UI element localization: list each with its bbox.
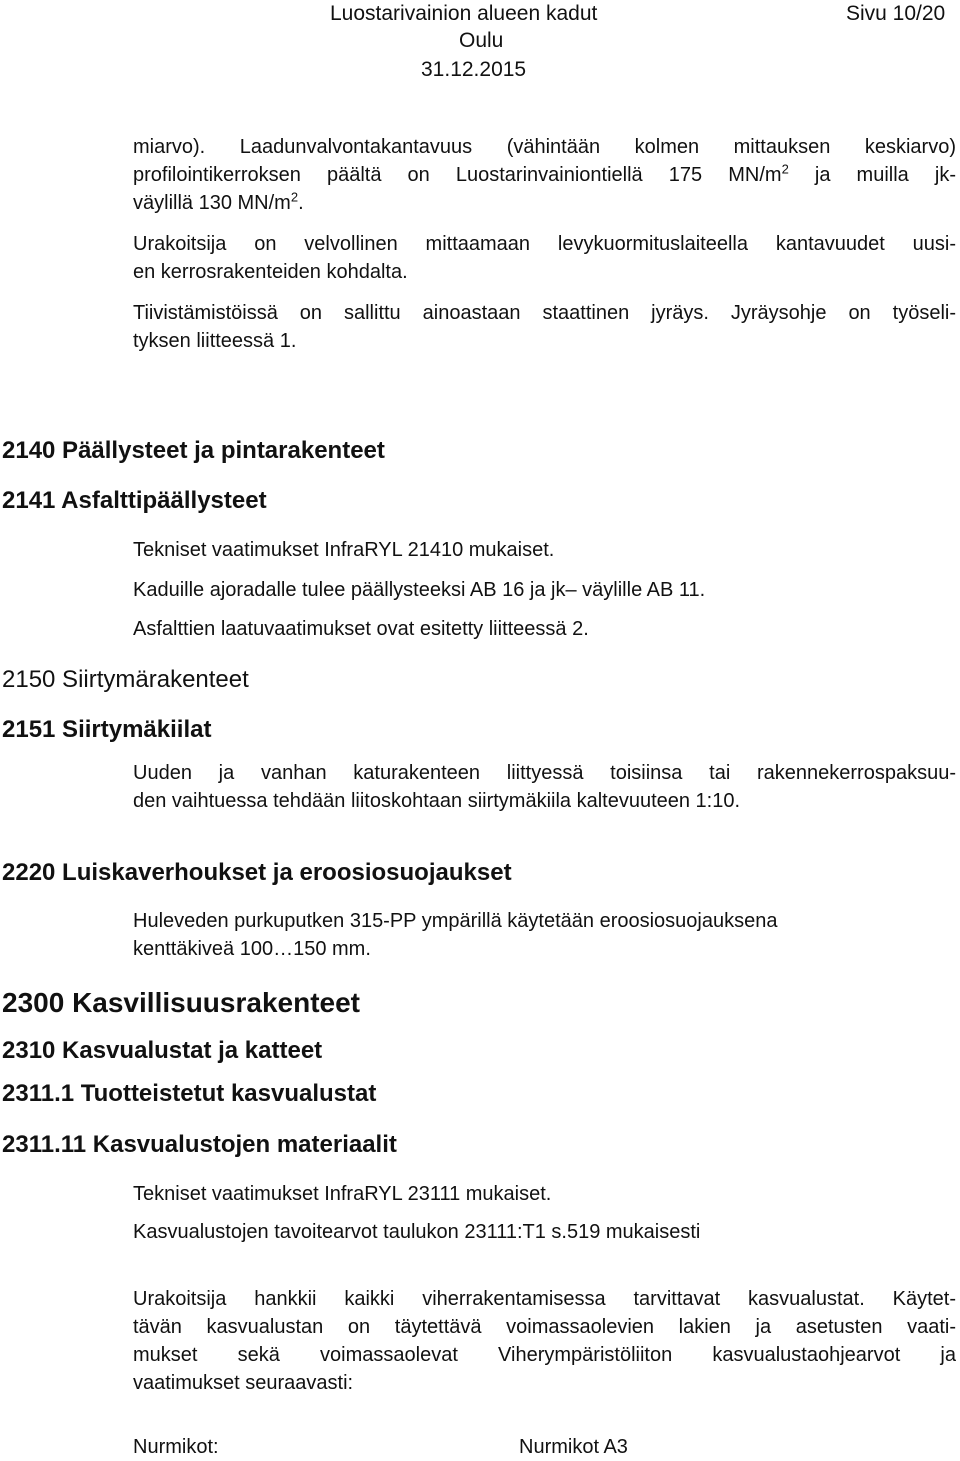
intro-line: profilointikerroksen päältä on Luostarinvainiontiellä 175 $MN/m^2$ ja muilla jk- (133, 161, 956, 186)
paragraph-line: Urakoitsija hankkii kaikki viherrakentamisessa tarvittavat kasvualustat. Käytet- (133, 1288, 956, 1310)
paragraph-line: mukset sekä voimassaolevat Viherympäristöliiton kasvualustaohjearvot ja (133, 1344, 956, 1366)
header-city: Oulu (459, 29, 504, 52)
paragraph-line: Huleveden purkuputken 315-PP ympärillä käytetään eroosiosuojauksena (133, 910, 778, 932)
paragraph-line: en kerrosrakenteiden kohdalta. (133, 261, 408, 283)
section-heading-2311-1: 2311.1 Tuotteistetut kasvualustat (2, 1080, 377, 1107)
paragraph-line: Uuden ja vanhan katurakenteen liittyessä toisiinsa tai rakennekerrospaksuu- (133, 762, 956, 784)
intro-line: väylillä 130 $MN/m^2$. (133, 189, 304, 214)
paragraph-line: kenttäkiveä 100…150 mm. (133, 938, 371, 960)
paragraph-line: Tiivistämistöissä on sallittu ainoastaan staattinen jyräys. Jyräysohje on työseli- (133, 302, 956, 324)
paragraph-line: tyksen liitteessä 1. (133, 330, 297, 352)
section-heading-2311-11: 2311.11 Kasvualustojen materiaalit (2, 1131, 397, 1158)
section-heading-2141: 2141 Asfalttipäällysteet (2, 487, 267, 514)
paragraph-line: Kasvualustojen tavoitearvot taulukon 23111:T1 s.519 mukaisesti (133, 1221, 701, 1243)
section-heading-2150: 2150 Siirtymärakenteet (2, 666, 249, 693)
paragraph-line: vaatimukset seuraavasti: (133, 1372, 354, 1394)
header-date: 31.12.2015 (421, 58, 527, 81)
section-heading-2140: 2140 Päällysteet ja pintarakenteet (2, 437, 385, 464)
paragraph-line: Tekniset vaatimukset InfraRYL 21410 mukaiset. (133, 539, 555, 561)
paragraph-line: Asfalttien laatuvaatimukset ovat esitetty liitteessä 2. (133, 618, 589, 640)
paragraph-line: den vaihtuessa tehdään liitoskohtaan siirtymäkiila kaltevuuteen 1:10. (133, 790, 741, 812)
section-heading-2151: 2151 Siirtymäkiilat (2, 716, 212, 743)
section-heading-2220: 2220 Luiskaverhoukset ja eroosiosuojaukset (2, 859, 512, 886)
nurmikot-value: Nurmikot A3 (519, 1436, 628, 1458)
paragraph-line: tävän kasvualustan on täytettävä voimassaolevien lakien ja asetusten vaati- (133, 1316, 956, 1338)
paragraph-line: Tekniset vaatimukset InfraRYL 23111 mukaiset. (133, 1183, 552, 1205)
intro-line: miarvo). Laadunvalvontakantavuus (vähintään kolmen mittauksen keskiarvo) (133, 136, 956, 158)
paragraph-line: Urakoitsija on velvollinen mittaamaan levykuormituslaiteella kantavuudet uusi- (133, 233, 956, 255)
nurmikot-label: Nurmikot: (133, 1436, 219, 1458)
page-number: Sivu 10/20 (846, 2, 946, 25)
paragraph-line: Kaduille ajoradalle tulee päällysteeksi AB 16 ja jk– väylille AB 11. (133, 579, 706, 601)
header-title: Luostarivainion alueen kadut (330, 2, 598, 25)
section-heading-2310: 2310 Kasvualustat ja katteet (2, 1037, 323, 1064)
section-heading-2300: 2300 Kasvillisuusrakenteet (2, 987, 360, 1018)
